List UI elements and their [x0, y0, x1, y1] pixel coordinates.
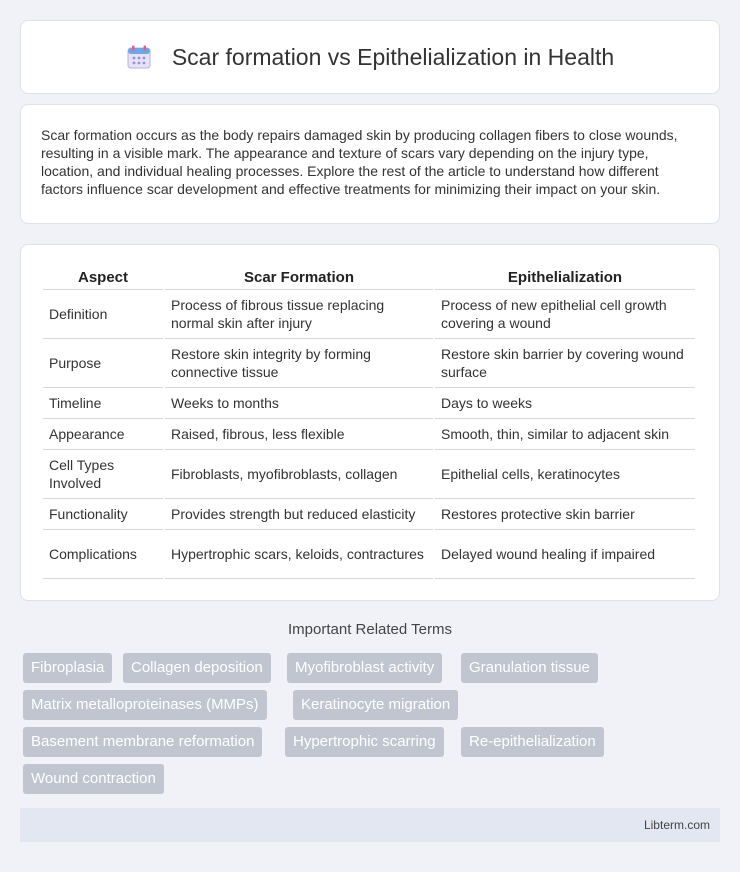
row-aspect: Complications [43, 530, 163, 579]
tag-basement-membrane-reformation[interactable]: Basement membrane reformation [23, 727, 262, 757]
comparison-card [20, 244, 720, 601]
row-epi: Smooth, thin, similar to adjacent skin [435, 419, 695, 450]
intro-card [20, 104, 720, 224]
table-row [43, 339, 695, 388]
row-aspect: Definition [43, 290, 163, 339]
row-aspect: Timeline [43, 388, 163, 419]
row-epi: Delayed wound healing if impaired [435, 530, 695, 579]
tag-fibroplasia[interactable]: Fibroplasia [23, 653, 112, 683]
row-aspect: Appearance [43, 419, 163, 450]
table-row [43, 450, 695, 499]
row-scar: Restore skin integrity by forming connective tissue [165, 339, 433, 388]
tag-matrix-metalloproteinases[interactable]: Matrix metalloproteinases (MMPs) [23, 690, 267, 720]
row-epi: Process of new epithelial cell growth covering a wound [435, 290, 695, 339]
header-scar-formation: Scar Formation [165, 266, 433, 290]
tag-granulation-tissue[interactable]: Granulation tissue [461, 653, 598, 683]
tag-myofibroblast-activity[interactable]: Myofibroblast activity [287, 653, 442, 683]
footer-site-link[interactable]: Libterm.com [643, 818, 710, 832]
title-card [20, 20, 720, 94]
table-row [43, 290, 695, 339]
row-scar: Weeks to months [165, 388, 433, 419]
tag-hypertrophic-scarring[interactable]: Hypertrophic scarring [285, 727, 444, 757]
row-scar: Fibroblasts, myofibroblasts, collagen [165, 450, 433, 499]
footer [20, 808, 720, 842]
tag-re-epithelialization[interactable]: Re-epithelialization [461, 727, 604, 757]
header-epithelialization: Epithelialization [435, 266, 695, 290]
row-epi: Restores protective skin barrier [435, 499, 695, 530]
comparison-table [41, 266, 697, 579]
row-scar: Hypertrophic scars, keloids, contractures [165, 530, 433, 579]
row-scar: Raised, fibrous, less flexible [165, 419, 433, 450]
tag-keratinocyte-migration[interactable]: Keratinocyte migration [293, 690, 458, 720]
table-header-row [43, 266, 695, 290]
row-scar: Provides strength but reduced elasticity [165, 499, 433, 530]
intro-paragraph: Scar formation occurs as the body repairs damaged skin by producing collagen fibers to close wounds, resulting in a visible mark. The appearance and texture of scars vary depending on the injury type, location, and individual healing processes. Explore the rest of the article to understand how different factors influence scar development and effective treatments for minimizing their impact on your skin. [41, 127, 678, 197]
table-row [43, 499, 695, 530]
table-row [43, 530, 695, 579]
tag-wound-contraction[interactable]: Wound contraction [23, 764, 164, 794]
header-aspect: Aspect [43, 266, 163, 290]
related-terms-heading: Important Related Terms [288, 621, 452, 638]
row-aspect: Cell Types Involved [43, 450, 163, 499]
row-epi: Restore skin barrier by covering wound surface [435, 339, 695, 388]
table-row [43, 419, 695, 450]
row-scar: Process of fibrous tissue replacing normal skin after injury [165, 290, 433, 339]
table-row [43, 388, 695, 419]
page-title: Scar formation vs Epithelialization in Health [171, 43, 615, 70]
calendar-icon [126, 44, 152, 70]
row-epi: Epithelial cells, keratinocytes [435, 450, 695, 499]
row-aspect: Purpose [43, 339, 163, 388]
row-aspect: Functionality [43, 499, 163, 530]
title-wrap [126, 44, 614, 71]
tag-collagen-deposition[interactable]: Collagen deposition [123, 653, 271, 683]
row-epi: Days to weeks [435, 388, 695, 419]
